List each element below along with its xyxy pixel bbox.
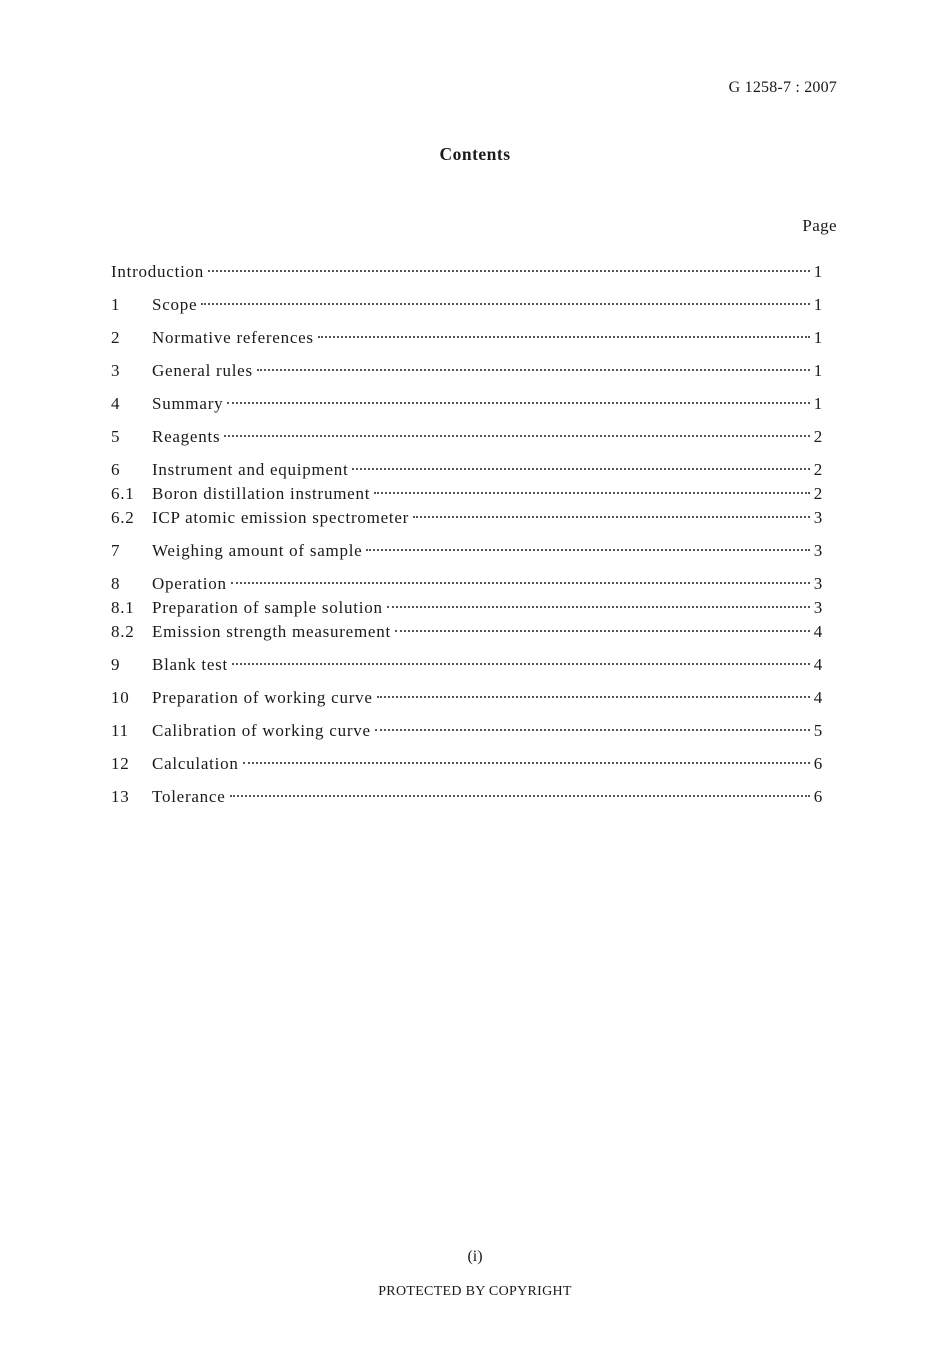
toc-entry-number: 8.2 bbox=[111, 622, 135, 641]
toc-entry-number: 6.2 bbox=[111, 508, 135, 527]
toc-entry bbox=[111, 394, 823, 418]
toc-entry bbox=[111, 541, 823, 565]
toc-dot-leader bbox=[243, 762, 810, 764]
toc-entry bbox=[111, 574, 823, 598]
toc-entry-page: 1 bbox=[813, 361, 823, 380]
toc-dot-leader bbox=[257, 369, 810, 371]
toc-dot-leader bbox=[230, 795, 810, 797]
toc-entry-number: 10 bbox=[111, 688, 130, 707]
toc-entry-introduction bbox=[111, 262, 823, 286]
toc-entry-page: 2 bbox=[813, 484, 823, 503]
toc-dot-leader bbox=[352, 468, 810, 470]
toc-entry bbox=[111, 688, 823, 712]
toc-entry-page: 4 bbox=[813, 655, 823, 674]
toc-entry bbox=[111, 787, 823, 811]
toc-subentry bbox=[111, 622, 823, 646]
toc-entry-number: 9 bbox=[111, 655, 121, 674]
toc-entry-title: Summary bbox=[152, 394, 224, 413]
toc-entry-page: 1 bbox=[813, 394, 823, 413]
toc-dot-leader bbox=[374, 492, 810, 494]
toc-dot-leader bbox=[413, 516, 810, 518]
toc-entry bbox=[111, 754, 823, 778]
toc-entry bbox=[111, 295, 823, 319]
toc-dot-leader bbox=[231, 582, 810, 584]
copyright-notice: PROTECTED BY COPYRIGHT bbox=[378, 1284, 572, 1299]
toc-entry-number: 8.1 bbox=[111, 598, 135, 617]
toc-entry-page: 1 bbox=[813, 328, 823, 347]
toc-entry-number: 5 bbox=[111, 427, 121, 446]
toc-dot-leader bbox=[366, 549, 810, 551]
toc-entry bbox=[111, 361, 823, 385]
footer-page-number: (i) bbox=[467, 1248, 483, 1265]
toc-entry-title: Boron distillation instrument bbox=[152, 484, 371, 503]
toc-dot-leader bbox=[377, 696, 810, 698]
toc-entry-number: 3 bbox=[111, 361, 121, 380]
toc-entry-page: 4 bbox=[813, 688, 823, 707]
toc-entry-page: 1 bbox=[813, 262, 823, 281]
toc-entry-title: Blank test bbox=[152, 655, 228, 674]
toc-subentry bbox=[111, 484, 823, 508]
toc-dot-leader bbox=[227, 402, 810, 404]
toc-entry bbox=[111, 328, 823, 352]
toc-entry-page: 3 bbox=[813, 598, 823, 617]
toc-entry-page: 2 bbox=[813, 427, 823, 446]
toc-entry-page: 6 bbox=[813, 754, 823, 773]
toc-entry-title: Scope bbox=[152, 295, 198, 314]
toc-dot-leader bbox=[232, 663, 810, 665]
toc-entry-title: Reagents bbox=[152, 427, 221, 446]
toc-entry-page: 3 bbox=[813, 541, 823, 560]
toc-subentry bbox=[111, 598, 823, 622]
toc-entry-number: 4 bbox=[111, 394, 121, 413]
toc-entry-number: 6 bbox=[111, 460, 121, 479]
toc-entry-title: Calibration of working curve bbox=[152, 721, 371, 740]
toc-entry-title: Introduction bbox=[111, 262, 205, 281]
toc-entry-title: Preparation of working curve bbox=[152, 688, 373, 707]
toc-entry-page: 5 bbox=[813, 721, 823, 740]
toc-entry-number: 1 bbox=[111, 295, 121, 314]
toc-entry-number: 12 bbox=[111, 754, 130, 773]
toc-entry-number: 6.1 bbox=[111, 484, 135, 503]
page-title: Contents bbox=[439, 144, 511, 164]
toc-dot-leader bbox=[208, 270, 810, 272]
toc-entry-page: 4 bbox=[813, 622, 823, 641]
table-of-contents bbox=[111, 262, 823, 811]
toc-entry-title: Instrument and equipment bbox=[152, 460, 349, 479]
toc-entry-title: Calculation bbox=[152, 754, 239, 773]
toc-subentry bbox=[111, 508, 823, 532]
toc-entry-title: ICP atomic emission spectrometer bbox=[152, 508, 410, 527]
toc-dot-leader bbox=[395, 630, 810, 632]
toc-entry-number: 8 bbox=[111, 574, 121, 593]
toc-dot-leader bbox=[375, 729, 810, 731]
toc-entry-number: 13 bbox=[111, 787, 130, 806]
toc-entry-title: General rules bbox=[152, 361, 253, 380]
toc-entry-title: Operation bbox=[152, 574, 227, 593]
toc-entry-number: 2 bbox=[111, 328, 121, 347]
toc-dot-leader bbox=[387, 606, 810, 608]
toc-entry-title: Tolerance bbox=[152, 787, 226, 806]
toc-entry-title: Emission strength measurement bbox=[152, 622, 391, 641]
toc-entry-page: 3 bbox=[813, 508, 823, 527]
toc-entry-title: Preparation of sample solution bbox=[152, 598, 383, 617]
toc-entry bbox=[111, 655, 823, 679]
toc-entry bbox=[111, 721, 823, 745]
toc-entry-page: 3 bbox=[813, 574, 823, 593]
toc-entry bbox=[111, 460, 823, 484]
toc-entry-title: Weighing amount of sample bbox=[152, 541, 363, 560]
toc-entry-number: 11 bbox=[111, 721, 129, 740]
page-column-label: Page bbox=[802, 216, 837, 235]
toc-dot-leader bbox=[201, 303, 810, 305]
toc-entry-page: 6 bbox=[813, 787, 823, 806]
toc-entry-title: Normative references bbox=[152, 328, 314, 347]
toc-dot-leader bbox=[224, 435, 810, 437]
document-number: G 1258-7 : 2007 bbox=[728, 79, 837, 96]
toc-entry-page: 1 bbox=[813, 295, 823, 314]
toc-entry bbox=[111, 427, 823, 451]
toc-dot-leader bbox=[318, 336, 810, 338]
toc-entry-number: 7 bbox=[111, 541, 121, 560]
toc-entry-page: 2 bbox=[813, 460, 823, 479]
